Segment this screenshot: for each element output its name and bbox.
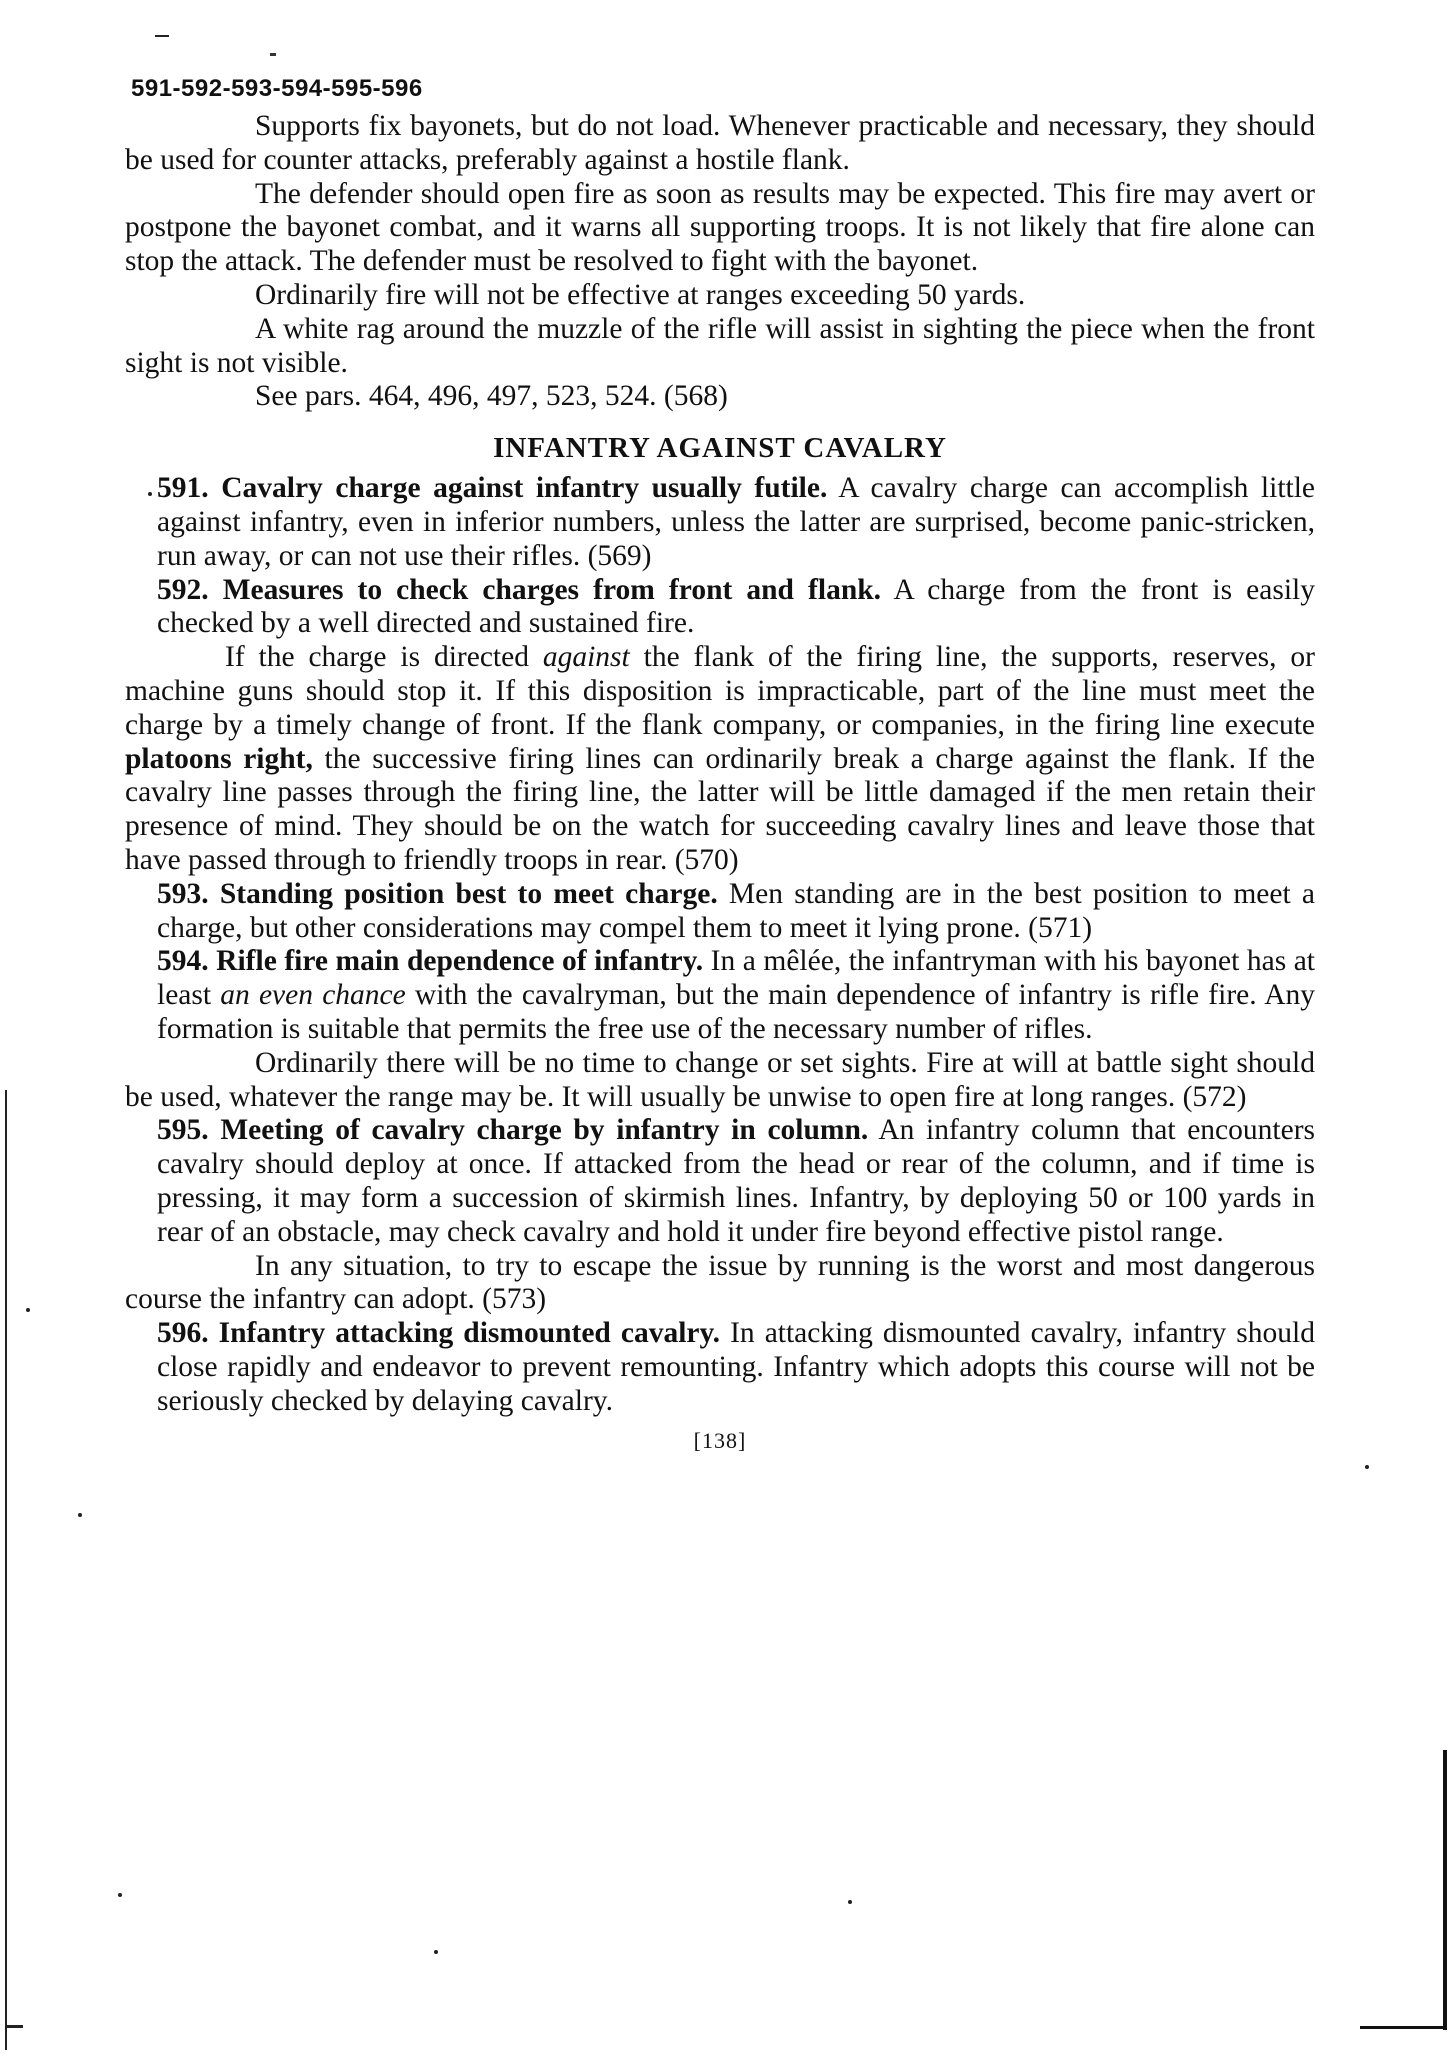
emphasis: an even chance xyxy=(220,979,406,1012)
paragraph: The defender should open fire as soon as results may be expected. This fire may avert or postpone the bayonet combat, and it warns all supporting troops. It is not likely that fire alone can stop the attack. The defender must be resolved to fight with the bayonet. xyxy=(125,177,1315,278)
scan-edge-right-foot xyxy=(1360,2026,1447,2029)
article-591 xyxy=(125,472,1315,573)
article-title: Meeting of cavalry charge by infantry in column. xyxy=(220,1114,869,1147)
scan-speck xyxy=(26,1308,30,1312)
running-header: 591-592-593-594-595-596 xyxy=(131,75,423,102)
scan-mark xyxy=(270,53,276,56)
scan-speck xyxy=(118,1893,122,1897)
scan-edge-left-foot xyxy=(5,2025,23,2028)
article-number: 593. xyxy=(157,877,209,910)
scan-speck xyxy=(434,1950,438,1954)
text-run: with the cavalryman, but the main dependence of infantry is rifle fire. Any formation is suitable that permits the free use of the necessary number of rifles. xyxy=(157,979,1315,1045)
paragraph: A white rag around the muzzle of the rifle will assist in sighting the piece when the front sight is not visible. xyxy=(125,312,1315,379)
emphasis: against xyxy=(542,641,630,674)
article-number: 594. xyxy=(157,945,209,978)
text-run: the flank of the firing line, the supports, reserves, or machine guns should stop it. If this disposition is impracticable, part of the line must meet the charge by a timely change of front. If the flank company, or companies, in the firing line execute xyxy=(125,641,1315,741)
paragraph: Ordinarily fire will not be effective at ranges exceeding 50 yards. xyxy=(255,278,1026,311)
article-number: 595. xyxy=(157,1114,209,1147)
article-number: 596. xyxy=(157,1317,209,1350)
scan-speck xyxy=(1365,1465,1369,1469)
article-593 xyxy=(125,878,1315,946)
article-title: Measures to check charges from front and flank. xyxy=(222,573,882,606)
article-595 xyxy=(125,1114,1315,1249)
scan-mark xyxy=(155,35,169,37)
article-592 xyxy=(125,574,1315,642)
bold-term: platoons right, xyxy=(125,742,313,775)
article-text: In attacking dismounted cavalry, infantry should close rapidly and endeavor to prevent remounting. Infantry which adopts this course will not be seriously checked by delaying cavalry. xyxy=(157,1317,1315,1417)
article-text: A charge from the front is easily checked by a well directed and sustained fire. xyxy=(157,573,1315,640)
article-title: Standing position best to meet charge. xyxy=(219,877,718,910)
article-number: 592. xyxy=(157,573,209,606)
paragraph xyxy=(125,641,1315,878)
article-text: A cavalry charge can accomplish little against infantry, even in inferior numbers, unless the latter are surprised, become panic-stricken, run away, or can not use their rifles. (569) xyxy=(157,472,1316,572)
text-run: In a mêlée, the infantryman with his bayonet has at least xyxy=(157,945,1316,1012)
article-title: Rifle fire main dependence of infantry. xyxy=(216,945,704,978)
scan-speck xyxy=(78,1513,82,1517)
scan-edge-right xyxy=(1443,1750,1447,2030)
article-596 xyxy=(125,1317,1315,1418)
article-title: Cavalry charge against infantry usually futile. xyxy=(221,472,828,505)
text-run: the successive firing lines can ordinarily break a charge against the flank. If the cavalry line passes through the firing line, the latter will be little damaged if the men retain their presence of mind. They should be on the watch for succeeding cavalry lines and leave those that have passed through to friendly troops in rear. (570) xyxy=(125,742,1315,876)
page-number: [138] xyxy=(693,1428,747,1454)
scan-edge-left xyxy=(5,1090,7,2050)
cross-reference: See pars. 464, 496, 497, 523, 524. (568) xyxy=(255,380,728,413)
page-content xyxy=(125,60,1315,1458)
paragraph: In any situation, to try to escape the issue by running is the worst and most dangerous course the infantry can adopt. (573) xyxy=(125,1249,1315,1316)
section-heading: INFANTRY AGAINST CAVALRY xyxy=(493,432,947,465)
paragraph: Ordinarily there will be no time to change or set sights. Fire at will at battle sight should be used, whatever the range may be. It will usually be unwise to open fire at long ranges. (572) xyxy=(125,1046,1315,1113)
scan-speck xyxy=(848,1900,852,1904)
paragraph: Supports fix bayonets, but do not load. Whenever practicable and necessary, they should be used for counter attacks, preferably against a hostile flank. xyxy=(125,110,1315,176)
article-text: An infantry column that encounters cavalry should deploy at once. If attacked from the head or rear of the column, and if time is pressing, it may form a succession of skirmish lines. Infantry, by deploying 50 or 100 yards in rear of an obstacle, may check cavalry and hold it under fire beyond effective pistol range. xyxy=(157,1114,1315,1248)
article-text: Men standing are in the best position to meet a charge, but other considerations may compel them to meet it lying prone. (571) xyxy=(157,877,1316,944)
article-title: Infantry attacking dismounted cavalry. xyxy=(218,1317,721,1350)
article-number: 591. xyxy=(157,472,209,505)
article-594 xyxy=(125,945,1315,1046)
text-run: If the charge is directed xyxy=(225,641,543,674)
